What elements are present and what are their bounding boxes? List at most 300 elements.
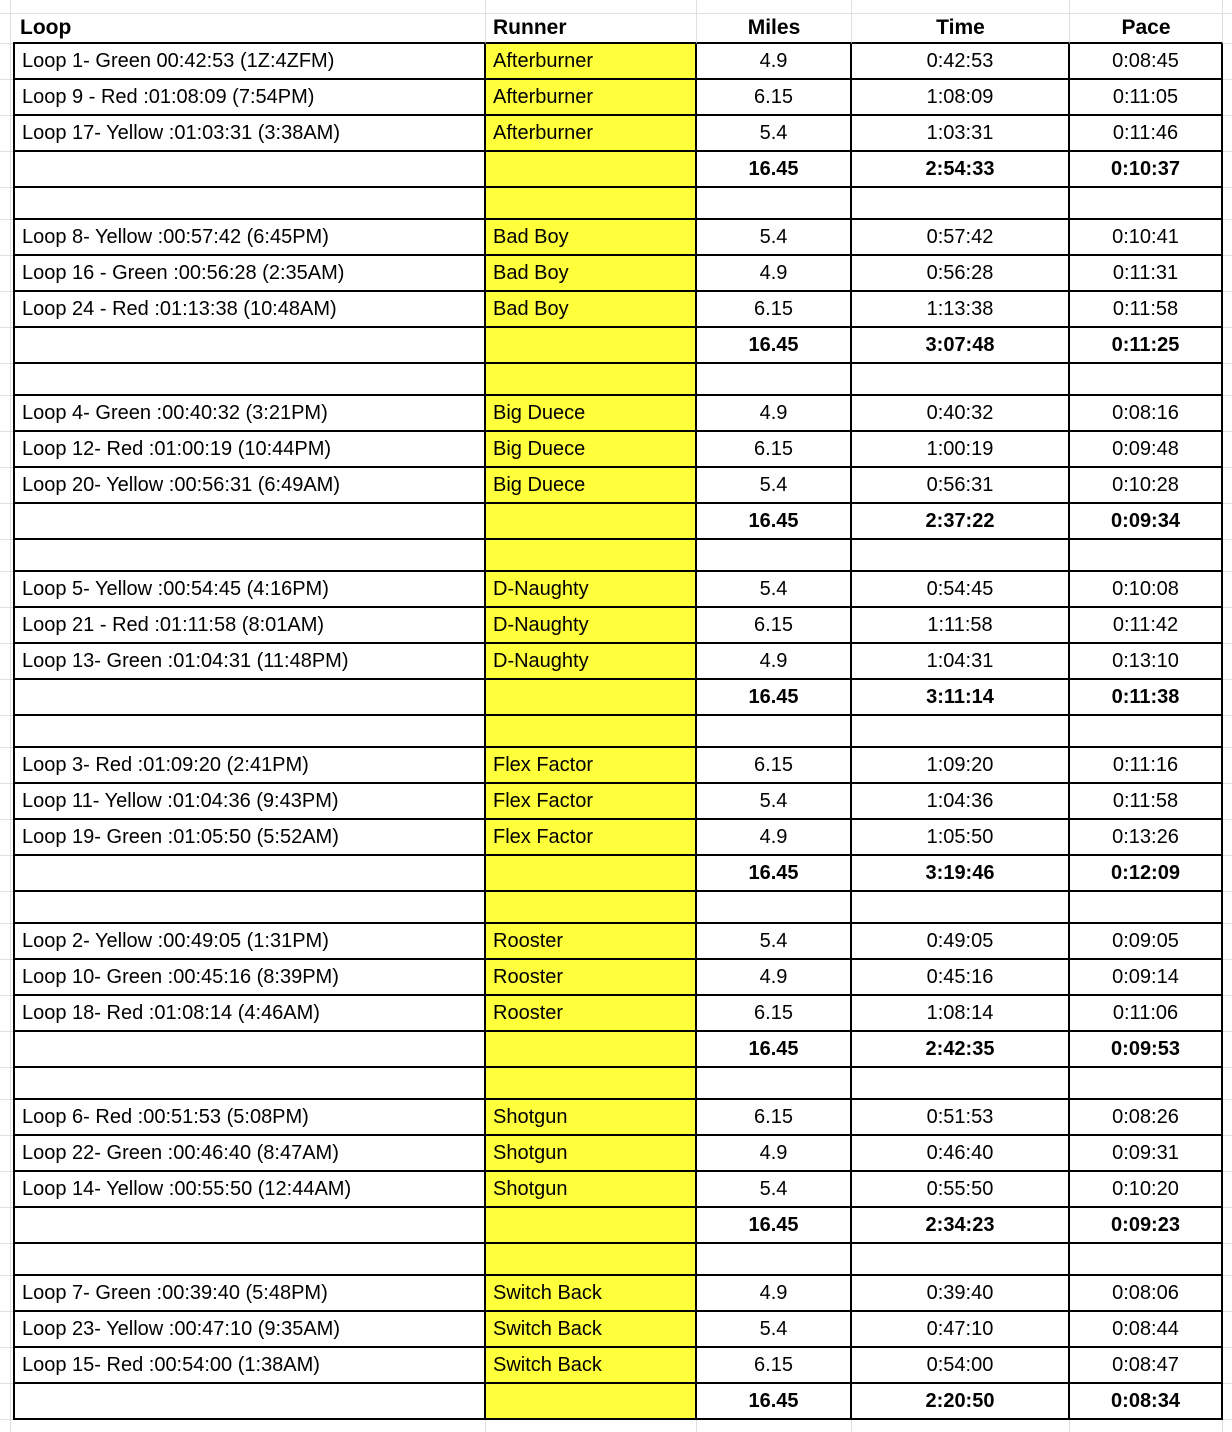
runner-cell[interactable]: Shotgun	[486, 1136, 697, 1172]
miles-cell[interactable]: 6.15	[697, 996, 852, 1032]
runner-cell[interactable]: Rooster	[486, 996, 697, 1032]
lap-row	[0, 572, 1232, 608]
loop-cell[interactable]: Loop 18- Red :01:08:14 (4:46AM)	[13, 996, 486, 1032]
loop-cell[interactable]	[13, 716, 486, 748]
spacer-row	[0, 1244, 1232, 1276]
lap-row	[0, 256, 1232, 292]
pace-cell[interactable]: 0:08:45	[1070, 44, 1223, 80]
time-cell[interactable]: 0:40:32	[852, 396, 1070, 432]
time-cell[interactable]: 0:42:53	[852, 44, 1070, 80]
time-cell[interactable]: 1:04:31	[852, 644, 1070, 680]
pace-cell[interactable]: 0:09:53	[1070, 1032, 1223, 1068]
loop-cell[interactable]	[13, 1384, 486, 1420]
runner-cell[interactable]: Switch Back	[486, 1276, 697, 1312]
total-row	[0, 504, 1232, 540]
gridline-spacer	[1070, 1420, 1223, 1432]
loop-cell[interactable]	[13, 1068, 486, 1100]
spacer-row	[0, 364, 1232, 396]
miles-cell[interactable]	[697, 892, 852, 924]
miles-cell[interactable]: 6.15	[697, 1348, 852, 1384]
runner-cell[interactable]: Big Duece	[486, 432, 697, 468]
time-cell[interactable]: 0:54:00	[852, 1348, 1070, 1384]
pace-cell[interactable]	[1070, 892, 1223, 924]
miles-cell[interactable]: 6.15	[697, 292, 852, 328]
lap-row	[0, 784, 1232, 820]
loop-cell[interactable]	[13, 1208, 486, 1244]
gridline-spacer	[0, 892, 13, 924]
runner-cell[interactable]: Switch Back	[486, 1348, 697, 1384]
gridline-spacer	[0, 1244, 13, 1276]
miles-cell[interactable]: 16.45	[697, 680, 852, 716]
gridline-spacer	[0, 188, 13, 220]
miles-cell[interactable]: 6.15	[697, 432, 852, 468]
time-cell[interactable]: 0:51:53	[852, 1100, 1070, 1136]
pace-cell[interactable]: 0:10:41	[1070, 220, 1223, 256]
miles-cell[interactable]: 5.4	[697, 784, 852, 820]
runner-cell[interactable]: D-Naughty	[486, 608, 697, 644]
pace-cell[interactable]: 0:12:09	[1070, 856, 1223, 892]
miles-cell[interactable]: 4.9	[697, 960, 852, 996]
miles-cell[interactable]: 6.15	[697, 748, 852, 784]
miles-cell[interactable]: 16.45	[697, 856, 852, 892]
miles-cell[interactable]: 5.4	[697, 220, 852, 256]
spacer-row	[0, 188, 1232, 220]
runner-cell[interactable]	[486, 716, 697, 748]
loop-cell[interactable]: Loop 8- Yellow :00:57:42 (6:45PM)	[13, 220, 486, 256]
time-cell[interactable]: 2:42:35	[852, 1032, 1070, 1068]
gridline-spacer	[1223, 960, 1232, 996]
time-cell[interactable]: 1:05:50	[852, 820, 1070, 856]
runner-cell[interactable]: D-Naughty	[486, 644, 697, 680]
loop-cell[interactable]	[13, 504, 486, 540]
spacer-row	[0, 1068, 1232, 1100]
gridline-spacer	[1223, 364, 1232, 396]
gridline-spacer	[697, 0, 852, 14]
pace-cell[interactable]	[1070, 1244, 1223, 1276]
loop-cell[interactable]	[13, 152, 486, 188]
pace-cell[interactable]: 0:08:16	[1070, 396, 1223, 432]
spacer-row	[0, 540, 1232, 572]
loop-cell[interactable]: Loop 12- Red :01:00:19 (10:44PM)	[13, 432, 486, 468]
time-cell[interactable]: 0:39:40	[852, 1276, 1070, 1312]
lap-row	[0, 608, 1232, 644]
runner-cell[interactable]: Bad Boy	[486, 256, 697, 292]
gridline-spacer	[0, 44, 13, 80]
time-cell[interactable]: 0:47:10	[852, 1312, 1070, 1348]
pace-cell[interactable]: 0:11:06	[1070, 996, 1223, 1032]
lap-row	[0, 220, 1232, 256]
time-cell[interactable]: 0:56:28	[852, 256, 1070, 292]
gridline-spacer	[0, 608, 13, 644]
miles-cell[interactable]: 4.9	[697, 820, 852, 856]
time-cell[interactable]: 2:20:50	[852, 1384, 1070, 1420]
runner-cell[interactable]: Big Duece	[486, 468, 697, 504]
runner-cell[interactable]	[486, 328, 697, 364]
miles-cell[interactable]: 16.45	[697, 504, 852, 540]
top-gridline-row	[0, 0, 1232, 14]
gridline-spacer	[0, 1032, 13, 1068]
pace-cell[interactable]: 0:09:31	[1070, 1136, 1223, 1172]
gridline-spacer	[0, 856, 13, 892]
pace-cell[interactable]	[1070, 1068, 1223, 1100]
loop-cell[interactable]: Loop 9 - Red :01:08:09 (7:54PM)	[13, 80, 486, 116]
pace-cell[interactable]: 0:11:42	[1070, 608, 1223, 644]
spacer-row	[0, 892, 1232, 924]
time-cell[interactable]: 3:19:46	[852, 856, 1070, 892]
pace-cell[interactable]: 0:10:37	[1070, 152, 1223, 188]
runner-cell[interactable]	[486, 152, 697, 188]
runner-cell[interactable]: Flex Factor	[486, 784, 697, 820]
runner-cell[interactable]	[486, 364, 697, 396]
pace-cell[interactable]: 0:09:48	[1070, 432, 1223, 468]
miles-cell[interactable]: 6.15	[697, 80, 852, 116]
gridline-spacer	[0, 960, 13, 996]
runner-cell[interactable]: Shotgun	[486, 1100, 697, 1136]
runner-cell[interactable]: Rooster	[486, 924, 697, 960]
column-header-pace[interactable]: Pace	[1070, 14, 1223, 44]
loop-cell[interactable]: Loop 6- Red :00:51:53 (5:08PM)	[13, 1100, 486, 1136]
gridline-spacer	[0, 292, 13, 328]
runner-cell[interactable]	[486, 504, 697, 540]
pace-cell[interactable]	[1070, 540, 1223, 572]
runner-cell[interactable]: Flex Factor	[486, 748, 697, 784]
gridline-spacer	[1223, 784, 1232, 820]
time-cell[interactable]: 0:54:45	[852, 572, 1070, 608]
gridline-spacer	[0, 996, 13, 1032]
total-row	[0, 680, 1232, 716]
miles-cell[interactable]	[697, 1244, 852, 1276]
pace-cell[interactable]: 0:08:06	[1070, 1276, 1223, 1312]
gridline-spacer	[1223, 1384, 1232, 1420]
miles-cell[interactable]: 4.9	[697, 1276, 852, 1312]
loop-cell[interactable]: Loop 2- Yellow :00:49:05 (1:31PM)	[13, 924, 486, 960]
runner-cell[interactable]	[486, 188, 697, 220]
pace-cell[interactable]: 0:10:20	[1070, 1172, 1223, 1208]
time-cell[interactable]: 0:55:50	[852, 1172, 1070, 1208]
time-cell[interactable]: 1:11:58	[852, 608, 1070, 644]
gridline-spacer	[1223, 0, 1232, 14]
gridline-spacer	[0, 784, 13, 820]
gridline-spacer	[1223, 924, 1232, 960]
runner-cell[interactable]: Big Duece	[486, 396, 697, 432]
lap-row	[0, 1136, 1232, 1172]
pace-cell[interactable]: 0:11:25	[1070, 328, 1223, 364]
loop-cell[interactable]	[13, 1032, 486, 1068]
miles-cell[interactable]: 5.4	[697, 116, 852, 152]
column-header-runner[interactable]: Runner	[486, 14, 697, 44]
miles-cell[interactable]: 4.9	[697, 396, 852, 432]
gridline-spacer	[1223, 644, 1232, 680]
lap-row	[0, 80, 1232, 116]
time-cell[interactable]: 2:37:22	[852, 504, 1070, 540]
lap-row	[0, 292, 1232, 328]
runner-cell[interactable]	[486, 1244, 697, 1276]
pace-cell[interactable]: 0:11:38	[1070, 680, 1223, 716]
gridline-spacer	[1223, 1136, 1232, 1172]
loop-cell[interactable]: Loop 22- Green :00:46:40 (8:47AM)	[13, 1136, 486, 1172]
time-cell[interactable]	[852, 188, 1070, 220]
runner-cell[interactable]: Bad Boy	[486, 220, 697, 256]
pace-cell[interactable]	[1070, 716, 1223, 748]
gridline-spacer	[1223, 820, 1232, 856]
lap-row	[0, 468, 1232, 504]
runner-cell[interactable]: Afterburner	[486, 80, 697, 116]
gridline-spacer	[0, 540, 13, 572]
pace-cell[interactable]	[1070, 188, 1223, 220]
loop-cell[interactable]: Loop 17- Yellow :01:03:31 (3:38AM)	[13, 116, 486, 152]
loop-cell[interactable]: Loop 14- Yellow :00:55:50 (12:44AM)	[13, 1172, 486, 1208]
loop-cell[interactable]: Loop 20- Yellow :00:56:31 (6:49AM)	[13, 468, 486, 504]
gridline-spacer	[0, 220, 13, 256]
total-row	[0, 1208, 1232, 1244]
miles-cell[interactable]: 4.9	[697, 44, 852, 80]
miles-cell[interactable]: 16.45	[697, 152, 852, 188]
gridline-spacer	[486, 1420, 697, 1432]
pace-cell[interactable]: 0:09:14	[1070, 960, 1223, 996]
loop-cell[interactable]: Loop 1- Green 00:42:53 (1Z:4ZFM)	[13, 44, 486, 80]
time-cell[interactable]: 1:00:19	[852, 432, 1070, 468]
pace-cell[interactable]: 0:10:08	[1070, 572, 1223, 608]
miles-cell[interactable]	[697, 188, 852, 220]
miles-cell[interactable]: 4.9	[697, 256, 852, 292]
gridline-spacer	[13, 0, 486, 14]
gridline-spacer	[1223, 188, 1232, 220]
total-row	[0, 152, 1232, 188]
loop-cell[interactable]: Loop 16 - Green :00:56:28 (2:35AM)	[13, 256, 486, 292]
runner-cell[interactable]	[486, 892, 697, 924]
loop-cell[interactable]	[13, 1244, 486, 1276]
runner-cell[interactable]	[486, 1032, 697, 1068]
lap-row	[0, 1100, 1232, 1136]
pace-cell[interactable]: 0:11:46	[1070, 116, 1223, 152]
loop-cell[interactable]	[13, 188, 486, 220]
pace-cell[interactable]: 0:08:47	[1070, 1348, 1223, 1384]
time-cell[interactable]: 0:56:31	[852, 468, 1070, 504]
gridline-spacer	[0, 716, 13, 748]
gridline-spacer	[0, 116, 13, 152]
loop-cell[interactable]	[13, 328, 486, 364]
gridline-spacer	[0, 364, 13, 396]
time-cell[interactable]	[852, 716, 1070, 748]
gridline-spacer	[1223, 748, 1232, 784]
lap-row	[0, 748, 1232, 784]
loop-cell[interactable]: Loop 3- Red :01:09:20 (2:41PM)	[13, 748, 486, 784]
miles-cell[interactable]: 16.45	[697, 1208, 852, 1244]
runner-cell[interactable]: Afterburner	[486, 116, 697, 152]
pace-cell[interactable]: 0:11:05	[1070, 80, 1223, 116]
runner-cell[interactable]	[486, 856, 697, 892]
gridline-spacer	[1223, 468, 1232, 504]
loop-cell[interactable]: Loop 23- Yellow :00:47:10 (9:35AM)	[13, 1312, 486, 1348]
pace-cell[interactable]: 0:11:31	[1070, 256, 1223, 292]
gridline-spacer	[1223, 1348, 1232, 1384]
total-row	[0, 328, 1232, 364]
gridline-spacer	[0, 1312, 13, 1348]
gridline-spacer	[1223, 328, 1232, 364]
column-header-loop[interactable]: Loop	[13, 14, 486, 44]
runner-cell[interactable]	[486, 680, 697, 716]
time-cell[interactable]: 2:34:23	[852, 1208, 1070, 1244]
miles-cell[interactable]	[697, 364, 852, 396]
gridline-spacer	[1223, 892, 1232, 924]
time-cell[interactable]: 1:04:36	[852, 784, 1070, 820]
time-cell[interactable]: 0:49:05	[852, 924, 1070, 960]
runner-cell[interactable]: Flex Factor	[486, 820, 697, 856]
gridline-spacer	[0, 504, 13, 540]
sheet-body	[0, 44, 1232, 1420]
time-cell[interactable]: 3:07:48	[852, 328, 1070, 364]
miles-cell[interactable]: 5.4	[697, 924, 852, 960]
loop-cell[interactable]	[13, 856, 486, 892]
miles-cell[interactable]	[697, 1068, 852, 1100]
gridline-spacer	[1223, 256, 1232, 292]
loop-cell[interactable]: Loop 5- Yellow :00:54:45 (4:16PM)	[13, 572, 486, 608]
time-cell[interactable]: 0:57:42	[852, 220, 1070, 256]
pace-cell[interactable]: 0:09:05	[1070, 924, 1223, 960]
loop-cell[interactable]	[13, 680, 486, 716]
gridline-spacer	[0, 256, 13, 292]
gridline-spacer	[1223, 996, 1232, 1032]
gridline-spacer	[1223, 80, 1232, 116]
miles-cell[interactable]	[697, 716, 852, 748]
gridline-spacer	[0, 432, 13, 468]
time-cell[interactable]: 1:09:20	[852, 748, 1070, 784]
loop-cell[interactable]: Loop 10- Green :00:45:16 (8:39PM)	[13, 960, 486, 996]
runner-cell[interactable]	[486, 1208, 697, 1244]
loop-cell[interactable]: Loop 13- Green :01:04:31 (11:48PM)	[13, 644, 486, 680]
miles-cell[interactable]: 5.4	[697, 1312, 852, 1348]
gridline-spacer	[0, 468, 13, 504]
gridline-spacer	[0, 572, 13, 608]
runner-cell[interactable]: Rooster	[486, 960, 697, 996]
runner-cell[interactable]	[486, 1384, 697, 1420]
time-cell[interactable]	[852, 892, 1070, 924]
gridline-spacer	[0, 1172, 13, 1208]
gridline-spacer	[0, 396, 13, 432]
pace-cell[interactable]: 0:10:28	[1070, 468, 1223, 504]
gridline-spacer	[0, 1276, 13, 1312]
loop-cell[interactable]: Loop 7- Green :00:39:40 (5:48PM)	[13, 1276, 486, 1312]
gridline-spacer	[13, 1420, 486, 1432]
runner-cell[interactable]: D-Naughty	[486, 572, 697, 608]
lap-row	[0, 644, 1232, 680]
gridline-spacer	[0, 680, 13, 716]
miles-cell[interactable]: 16.45	[697, 1032, 852, 1068]
gridline-spacer	[1223, 1312, 1232, 1348]
lap-row	[0, 820, 1232, 856]
pace-cell[interactable]: 0:08:34	[1070, 1384, 1223, 1420]
miles-cell[interactable]: 16.45	[697, 1384, 852, 1420]
pace-cell[interactable]: 0:08:26	[1070, 1100, 1223, 1136]
gridline-spacer	[1223, 432, 1232, 468]
lap-row	[0, 1348, 1232, 1384]
gridline-spacer	[0, 1348, 13, 1384]
runner-cell[interactable]: Shotgun	[486, 1172, 697, 1208]
pace-cell[interactable]: 0:11:58	[1070, 784, 1223, 820]
pace-cell[interactable]: 0:13:26	[1070, 820, 1223, 856]
miles-cell[interactable]: 4.9	[697, 1136, 852, 1172]
miles-cell[interactable]	[697, 540, 852, 572]
miles-cell[interactable]: 5.4	[697, 1172, 852, 1208]
gridline-spacer	[0, 80, 13, 116]
column-header-time[interactable]: Time	[852, 14, 1070, 44]
time-cell[interactable]: 0:46:40	[852, 1136, 1070, 1172]
runner-cell[interactable]: Bad Boy	[486, 292, 697, 328]
miles-cell[interactable]: 4.9	[697, 644, 852, 680]
lap-row	[0, 116, 1232, 152]
loop-cell[interactable]: Loop 21 - Red :01:11:58 (8:01AM)	[13, 608, 486, 644]
time-cell[interactable]: 1:13:38	[852, 292, 1070, 328]
miles-cell[interactable]: 5.4	[697, 468, 852, 504]
gridline-spacer	[0, 0, 13, 14]
gridline-spacer	[0, 1068, 13, 1100]
loop-cell[interactable]: Loop 19- Green :01:05:50 (5:52AM)	[13, 820, 486, 856]
loop-cell[interactable]: Loop 4- Green :00:40:32 (3:21PM)	[13, 396, 486, 432]
runner-cell[interactable]	[486, 1068, 697, 1100]
miles-cell[interactable]: 5.4	[697, 572, 852, 608]
gridline-spacer	[1223, 504, 1232, 540]
time-cell[interactable]	[852, 1068, 1070, 1100]
runner-cell[interactable]: Switch Back	[486, 1312, 697, 1348]
runner-cell[interactable]: Afterburner	[486, 44, 697, 80]
time-cell[interactable]	[852, 540, 1070, 572]
lap-row	[0, 1312, 1232, 1348]
lap-row	[0, 1276, 1232, 1312]
gridline-spacer	[1223, 1276, 1232, 1312]
bottom-gridline-row	[0, 1420, 1232, 1432]
loop-cell[interactable]	[13, 364, 486, 396]
time-cell[interactable]: 0:45:16	[852, 960, 1070, 996]
pace-cell[interactable]: 0:13:10	[1070, 644, 1223, 680]
pace-cell[interactable]: 0:09:34	[1070, 504, 1223, 540]
time-cell[interactable]: 2:54:33	[852, 152, 1070, 188]
pace-cell[interactable]: 0:11:58	[1070, 292, 1223, 328]
pace-cell[interactable]: 0:08:44	[1070, 1312, 1223, 1348]
total-row	[0, 1032, 1232, 1068]
pace-cell[interactable]	[1070, 364, 1223, 396]
runner-cell[interactable]	[486, 540, 697, 572]
time-cell[interactable]: 1:08:14	[852, 996, 1070, 1032]
spacer-row	[0, 716, 1232, 748]
loop-cell[interactable]: Loop 11- Yellow :01:04:36 (9:43PM)	[13, 784, 486, 820]
lap-row	[0, 960, 1232, 996]
gridline-spacer	[1070, 0, 1223, 14]
pace-cell[interactable]: 0:09:23	[1070, 1208, 1223, 1244]
time-cell[interactable]: 3:11:14	[852, 680, 1070, 716]
total-row	[0, 856, 1232, 892]
miles-cell[interactable]: 16.45	[697, 328, 852, 364]
time-cell[interactable]: 1:08:09	[852, 80, 1070, 116]
gridline-spacer	[1223, 1420, 1232, 1432]
loop-cell[interactable]	[13, 892, 486, 924]
pace-cell[interactable]: 0:11:16	[1070, 748, 1223, 784]
lap-row	[0, 396, 1232, 432]
miles-cell[interactable]: 6.15	[697, 608, 852, 644]
time-cell[interactable]	[852, 1244, 1070, 1276]
gridline-spacer	[0, 1136, 13, 1172]
loop-cell[interactable]: Loop 15- Red :00:54:00 (1:38AM)	[13, 1348, 486, 1384]
gridline-spacer	[0, 820, 13, 856]
loop-cell[interactable]: Loop 24 - Red :01:13:38 (10:48AM)	[13, 292, 486, 328]
gridline-spacer	[1223, 14, 1232, 44]
miles-cell[interactable]: 6.15	[697, 1100, 852, 1136]
time-cell[interactable]	[852, 364, 1070, 396]
total-row	[0, 1384, 1232, 1420]
loop-cell[interactable]	[13, 540, 486, 572]
gridline-spacer	[1223, 540, 1232, 572]
column-header-miles[interactable]: Miles	[697, 14, 852, 44]
time-cell[interactable]: 1:03:31	[852, 116, 1070, 152]
